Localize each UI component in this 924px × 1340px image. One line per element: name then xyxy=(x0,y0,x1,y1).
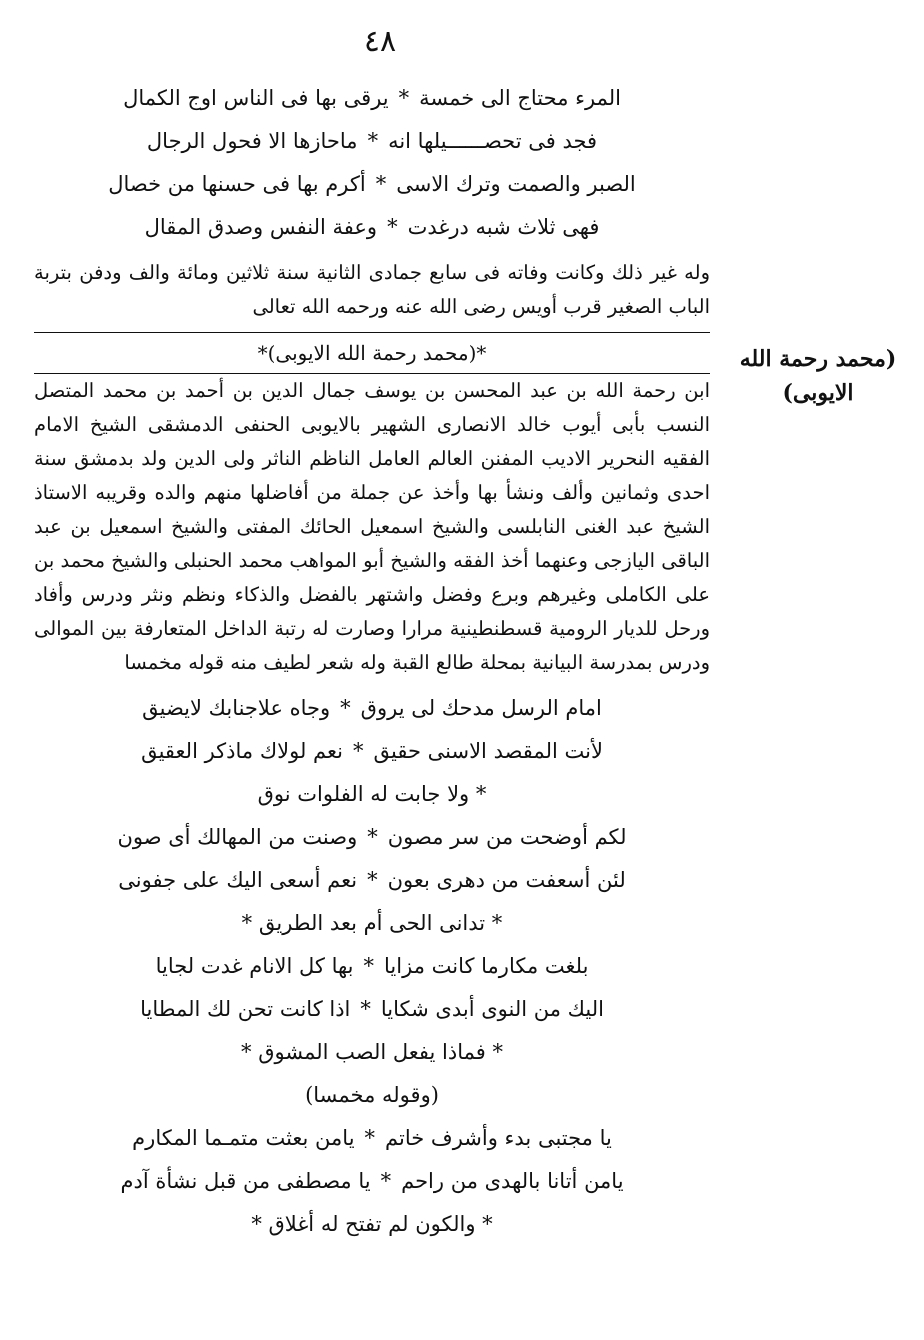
verse-separator: * xyxy=(360,997,371,1021)
refrain-line: * تدانى الحى أم بعد الطريق * xyxy=(241,911,503,935)
verse-line xyxy=(34,207,710,250)
verse-separator: * xyxy=(375,172,387,196)
hemistich-first: يا مجتبى بدء وأشرف خاتم xyxy=(385,1126,612,1150)
verse-separator: * xyxy=(367,825,378,849)
verse-line xyxy=(34,946,710,989)
hemistich-first: امام الرسل مدحك لى يروق xyxy=(360,696,602,720)
verse-separator: * xyxy=(367,868,378,892)
verse-line xyxy=(34,688,710,731)
verse-line xyxy=(34,164,710,207)
hemistich-second: وصنت من المهالك أى صون xyxy=(117,825,358,849)
refrain-line: * ولا جابت له الفلوات نوق xyxy=(257,782,487,806)
hemistich-second: ماحازها الا فحول الرجال xyxy=(146,129,358,153)
death-paragraph: وله غير ذلك وكانت وفاته فى سابع جمادى الثانية سنة ثلاثين ومائة والف ودفن بتربة الباب الصغير قرب أويس رضى الله عنه ورحمه الله تعالى xyxy=(34,261,710,318)
verse-line xyxy=(34,989,710,1032)
biography-paragraph: ابن رحمة الله بن عبد المحسن بن يوسف جمال الدين بن أحمد بن محمد المتصل النسب بأبى أيوب خالد الانصارى الشهير بالايوبى الحنفى الدمشقى الشيخ الامام الفقيه النحرير الاديب المفنن العالم العامل الناظم الناثر ولى الدين ولد بدمشق سنة احدى وثمانين وألف ونشأ بها وأخذ عن جملة من أفاضلها منهم والده وقريبه الاستاذ الشيخ عبد الغنى النابلسى والشيخ اسمعيل الحائك المفتى والشيخ اسمعيل بن عبد الباقى اليازجى وعنهما أخذ الفقه والشيخ أبو المواهب محمد الحنبلى والشيخ محمد بن على الكاملى وغيرهم وبرع وفضل واشتهر بالفضل والذكاء ونظم ونثر ودرس وأفاد ورحل للديار الرومية قسطنطينية مرارا وصارت له رتبة الداخل المتعارفة بين الموالى ودرس بمدرسة البيانية بمحلة طالع القبة وله شعر لطيف منه قوله مخمسا xyxy=(34,379,710,674)
hemistich-second: بها كل الانام غدت لجايا xyxy=(155,954,354,978)
hemistich-second: نعم أسعى اليك على جفونى xyxy=(118,868,358,892)
hemistich-first: لكم أوضحت من سر مصون xyxy=(387,825,627,849)
section-caption: (وقوله مخمسا) xyxy=(305,1083,439,1107)
hemistich-first: المرء محتاج الى خمسة xyxy=(419,86,621,110)
hemistich-first: الصبر والصمت وترك الاسى xyxy=(396,172,636,196)
verse-separator: * xyxy=(364,1126,376,1150)
poem-one xyxy=(34,78,710,250)
margin-note xyxy=(738,342,898,410)
refrain-line: * فماذا يفعل الصب المشوق * xyxy=(241,1040,503,1064)
hemistich-first: فهى ثلاث شبه درغدت xyxy=(407,215,600,239)
refrain-line: * والكون لم تفتح له أغلاق * xyxy=(251,1212,493,1236)
hemistich-first: لئن أسعفت من دهرى بعون xyxy=(387,868,626,892)
verse-separator: * xyxy=(387,215,398,239)
hemistich-second: يرقى بها فى الناس اوج الكمال xyxy=(123,86,389,110)
hemistich-second: نعم لولاك ماذكر العقيق xyxy=(141,739,344,763)
hemistich-first: يامن أتانا بالهدى من راحم xyxy=(401,1169,624,1193)
hemistich-second: أكرم بها فى حسنها من خصال xyxy=(108,172,366,196)
hemistich-second: وعفة النفس وصدق المقال xyxy=(144,215,378,239)
hemistich-second: يا مصطفى من قبل نشأة آدم xyxy=(120,1169,371,1193)
hemistich-first: بلغت مكارما كانت مزايا xyxy=(384,954,589,978)
verse-line xyxy=(34,860,710,903)
verse-separator: * xyxy=(398,86,410,110)
hemistich-second: وجاه علاجنابك لايضيق xyxy=(142,696,331,720)
margin-note-line: الايوبى) xyxy=(782,380,854,406)
verse-separator: * xyxy=(363,954,375,978)
verse-line xyxy=(34,78,710,121)
verse-line xyxy=(34,1161,710,1204)
hemistich-second: يامن بعثت متمـما المكارم xyxy=(132,1126,355,1150)
hemistich-first: لأنت المقصد الاسنى حقيق xyxy=(373,739,603,763)
verse-separator: * xyxy=(380,1169,392,1193)
entry-title: *(محمد رحمة الله الايوبى)* xyxy=(257,341,487,365)
verse-line xyxy=(34,121,710,164)
verse-separator: * xyxy=(340,696,351,720)
hemistich-first: فجد فى تحصــــــيلها انه xyxy=(388,129,598,153)
hemistich-second: اذا كانت تحن لك المطايا xyxy=(140,997,351,1021)
margin-note-line: (محمد رحمة الله xyxy=(739,346,897,372)
verse-line xyxy=(34,731,710,774)
verse-line xyxy=(34,817,710,860)
verse-line xyxy=(34,1118,710,1161)
page-body xyxy=(34,78,710,1247)
page-number: ٤٨ xyxy=(363,24,397,59)
verse-separator: * xyxy=(353,739,364,763)
poem-two xyxy=(34,688,710,1247)
hemistich-first: اليك من النوى أبدى شكايا xyxy=(380,997,604,1021)
verse-separator: * xyxy=(367,129,379,153)
